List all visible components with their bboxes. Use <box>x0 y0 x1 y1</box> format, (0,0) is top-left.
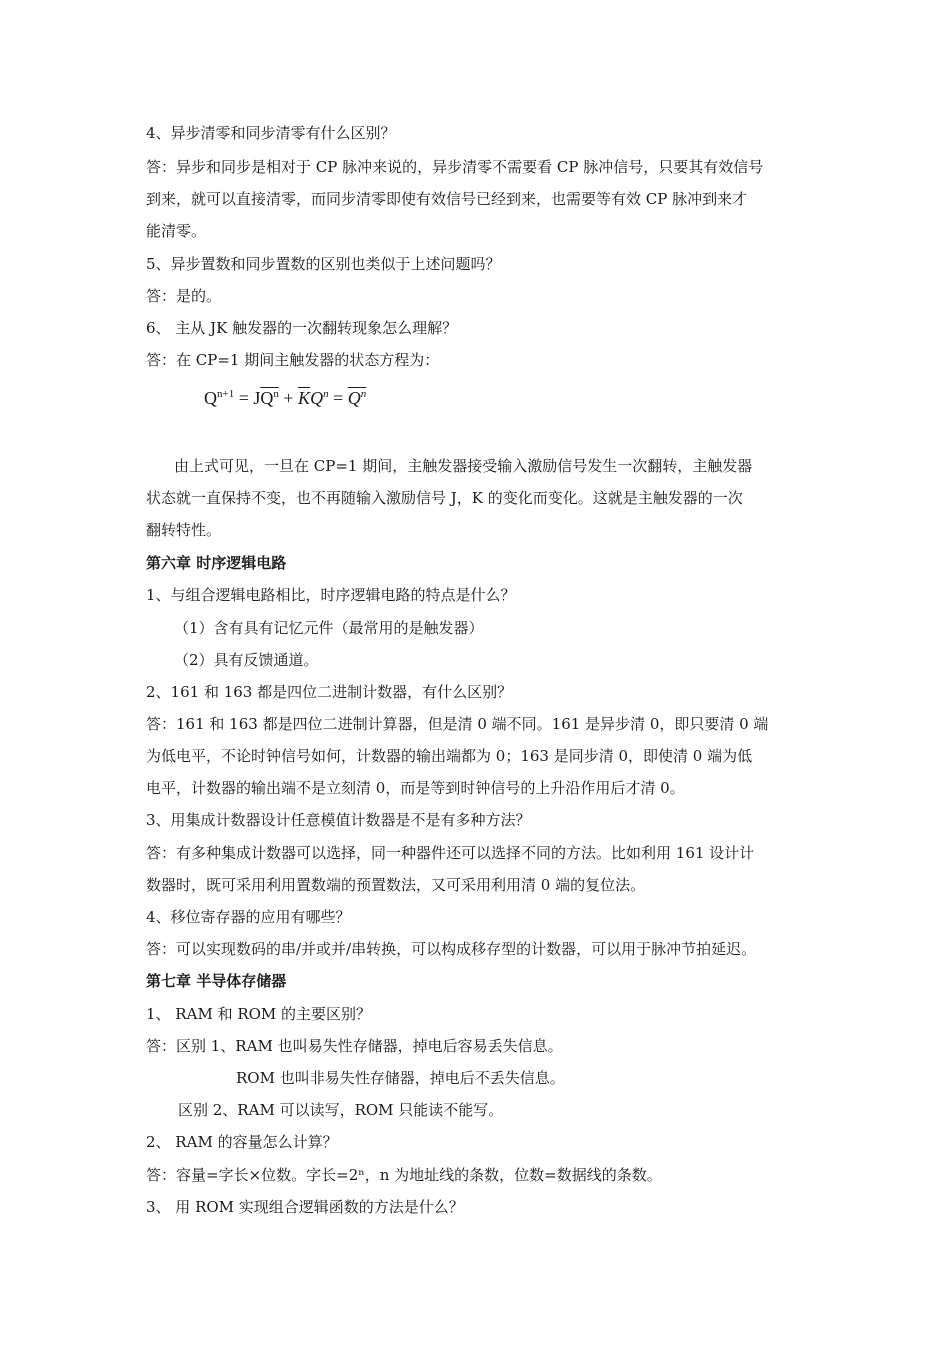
question-line: 2、 RAM 的容量怎么计算？ <box>146 1133 338 1151</box>
list-item: （2）具有反馈通道。 <box>174 651 319 669</box>
answer-line: 答：区别 1、RAM 也叫易失性存储器，掉电后容易丢失信息。 <box>146 1037 563 1055</box>
answer-line: 电平，计数器的输出端不是立刻清 0，而是等到时钟信号的上升沿作用后才清 0。 <box>146 779 685 797</box>
question-4-async-clear: 4、异步清零和同步清零有什么区别？ <box>146 124 396 142</box>
answer-line: 答：有多种集成计数器可以选择，同一种器件还可以选择不同的方法。比如利用 161 设计计 <box>146 844 755 862</box>
answer-line: 区别 2、RAM 可以读写，ROM 只能读不能写。 <box>178 1101 504 1119</box>
question-line: 3、用集成计数器设计任意模值计数器是不是有多种方法？ <box>146 811 531 829</box>
list-item: （1）含有具有记忆元件（最常用的是触发器） <box>174 619 484 637</box>
answer-line: 答：容量=字长×位数。字长=2ⁿ，n 为地址线的条数，位数=数据线的条数。 <box>146 1166 662 1184</box>
answer-line: 答：可以实现数码的串/并或并/串转换，可以构成移存型的计数器，可以用于脉冲节拍延迟。 <box>146 940 757 958</box>
paragraph-line: 翻转特性。 <box>146 521 222 539</box>
answer-line: 能清零。 <box>146 222 207 240</box>
chapter-7-heading: 第七章 半导体存储器 <box>146 972 287 990</box>
paragraph-line: 由上式可见，一旦在 CP=1 期间，主触发器接受输入激励信号发生一次翻转，主触发器 <box>174 457 753 475</box>
state-equation-formula: $Q^{n+1} = JQ^n + \overline{K}Q^n = Q^n$ <box>204 388 367 408</box>
answer-line: ROM 也叫非易失性存储器，掉电后不丢失信息。 <box>236 1069 565 1087</box>
answer-line: 答：在 CP=1 期间主触发器的状态方程为： <box>146 351 440 369</box>
chapter-6-heading: 第六章 时序逻辑电路 <box>146 554 287 572</box>
answer-line: 答：异步和同步是相对于 CP 脉冲来说的，异步清零不需要看 CP 脉冲信号，只要其有效信号 <box>146 158 764 176</box>
answer-line: 答：161 和 163 都是四位二进制计算器，但是清 0 端不同。161 是异步清 0，即只要清 0 端 <box>146 715 769 733</box>
question-line: 1、 RAM 和 ROM 的主要区别？ <box>146 1005 372 1023</box>
question-5-preset: 5、异步置数和同步置数的区别也类似于上述问题吗？ <box>146 255 501 273</box>
question-line: 3、 用 ROM 实现组合逻辑函数的方法是什么？ <box>146 1198 464 1216</box>
answer-line: 答：是的。 <box>146 287 222 305</box>
question-line: 1、与组合逻辑电路相比，时序逻辑电路的特点是什么？ <box>146 586 516 604</box>
question-line: 4、移位寄存器的应用有哪些？ <box>146 908 351 926</box>
answer-line: 为低电平，不论时钟信号如何，计数器的输出端都为 0；163 是同步清 0，即使清 0 端为低 <box>146 747 753 765</box>
paragraph-line: 状态就一直保持不变，也不再随输入激励信号 J，K 的变化而变化。这就是主触发器的一次 <box>146 489 743 507</box>
question-line: 2、161 和 163 都是四位二进制计数器，有什么区别？ <box>146 683 513 701</box>
answer-line: 数器时，既可采用利用置数端的预置数法，又可采用利用清 0 端的复位法。 <box>146 876 646 894</box>
question-6-jk-flipflop: 6、 主从 JK 触发器的一次翻转现象怎么理解？ <box>146 319 458 337</box>
answer-line: 到来，就可以直接清零，而同步清零即使有效信号已经到来，也需要等有效 CP 脉冲到来才 <box>146 190 748 208</box>
